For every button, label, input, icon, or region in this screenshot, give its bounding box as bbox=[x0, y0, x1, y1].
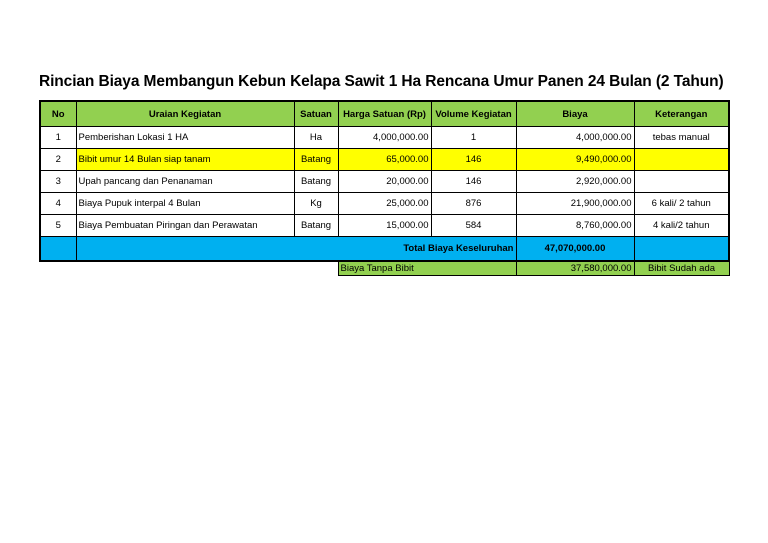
cell-keterangan[interactable] bbox=[634, 149, 729, 171]
cell-satuan[interactable]: Batang bbox=[294, 215, 338, 237]
cell-uraian[interactable]: Upah pancang dan Penanaman bbox=[76, 171, 294, 193]
cell-volume[interactable]: 876 bbox=[431, 193, 516, 215]
cell-uraian[interactable]: Biaya Pupuk interpal 4 Bulan bbox=[76, 193, 294, 215]
cell-no[interactable]: 1 bbox=[40, 127, 76, 149]
table-row bbox=[40, 215, 729, 237]
total-row bbox=[40, 237, 729, 262]
cell-biaya[interactable]: 4,000,000.00 bbox=[516, 127, 634, 149]
cell-no[interactable]: 4 bbox=[40, 193, 76, 215]
cell-harga[interactable]: 25,000.00 bbox=[338, 193, 431, 215]
cell-satuan[interactable]: Ha bbox=[294, 127, 338, 149]
subtotal-value[interactable]: 37,580,000.00 bbox=[516, 261, 634, 276]
cell-satuan[interactable]: Batang bbox=[294, 149, 338, 171]
cell-satuan[interactable]: Kg bbox=[294, 193, 338, 215]
cell-biaya[interactable]: 21,900,000.00 bbox=[516, 193, 634, 215]
cell-biaya[interactable]: 9,490,000.00 bbox=[516, 149, 634, 171]
sheet-title: Rincian Biaya Membangun Kebun Kelapa Sawit 1 Ha Rencana Umur Panen 24 Bulan (2 Tahun) bbox=[39, 73, 724, 90]
subtotal-note[interactable]: Bibit Sudah ada bbox=[634, 261, 729, 276]
cell-uraian[interactable]: Bibit umur 14 Bulan siap tanam bbox=[76, 149, 294, 171]
cell-no[interactable]: 5 bbox=[40, 215, 76, 237]
cell-keterangan[interactable]: 4 kali/2 tahun bbox=[634, 215, 729, 237]
header-row bbox=[40, 101, 729, 127]
subtotal-label[interactable]: Biaya Tanpa Bibit bbox=[338, 261, 516, 276]
cell-keterangan[interactable] bbox=[634, 171, 729, 193]
total-label[interactable]: Total Biaya Keseluruhan bbox=[76, 237, 516, 262]
cell-uraian[interactable]: Biaya Pembuatan Piringan dan Perawatan bbox=[76, 215, 294, 237]
cell-harga[interactable]: 20,000.00 bbox=[338, 171, 431, 193]
cell-biaya[interactable]: 2,920,000.00 bbox=[516, 171, 634, 193]
cell-volume[interactable]: 1 bbox=[431, 127, 516, 149]
cell-no[interactable]: 3 bbox=[40, 171, 76, 193]
empty-cell bbox=[76, 261, 294, 276]
total-value[interactable]: 47,070,000.00 bbox=[516, 237, 634, 262]
cell-satuan[interactable]: Batang bbox=[294, 171, 338, 193]
cell-keterangan[interactable]: tebas manual bbox=[634, 127, 729, 149]
cell-keterangan[interactable]: 6 kali/ 2 tahun bbox=[634, 193, 729, 215]
empty-cell bbox=[294, 261, 338, 276]
header-keterangan[interactable]: Keterangan bbox=[634, 101, 729, 127]
table-row bbox=[40, 127, 729, 149]
cell-volume[interactable]: 146 bbox=[431, 149, 516, 171]
header-satuan[interactable]: Satuan bbox=[294, 101, 338, 127]
empty-cell bbox=[40, 261, 76, 276]
cell-harga[interactable]: 4,000,000.00 bbox=[338, 127, 431, 149]
cell-harga[interactable]: 65,000.00 bbox=[338, 149, 431, 171]
cost-table bbox=[39, 100, 730, 276]
cell-uraian[interactable]: Pemberishan Lokasi 1 HA bbox=[76, 127, 294, 149]
cell-biaya[interactable]: 8,760,000.00 bbox=[516, 215, 634, 237]
table-row bbox=[40, 193, 729, 215]
header-volume[interactable]: Volume Kegiatan bbox=[431, 101, 516, 127]
subtotal-row bbox=[40, 261, 729, 276]
header-uraian[interactable]: Uraian Kegiatan bbox=[76, 101, 294, 127]
cell-volume[interactable]: 584 bbox=[431, 215, 516, 237]
cell-volume[interactable]: 146 bbox=[431, 171, 516, 193]
table-row-highlighted bbox=[40, 149, 729, 171]
cell-harga[interactable]: 15,000.00 bbox=[338, 215, 431, 237]
cell-no[interactable]: 2 bbox=[40, 149, 76, 171]
table-row bbox=[40, 171, 729, 193]
total-no-cell[interactable] bbox=[40, 237, 76, 262]
header-biaya[interactable]: Biaya bbox=[516, 101, 634, 127]
total-keterangan-cell[interactable] bbox=[634, 237, 729, 262]
header-no[interactable]: No bbox=[40, 101, 76, 127]
header-harga[interactable]: Harga Satuan (Rp) bbox=[338, 101, 431, 127]
